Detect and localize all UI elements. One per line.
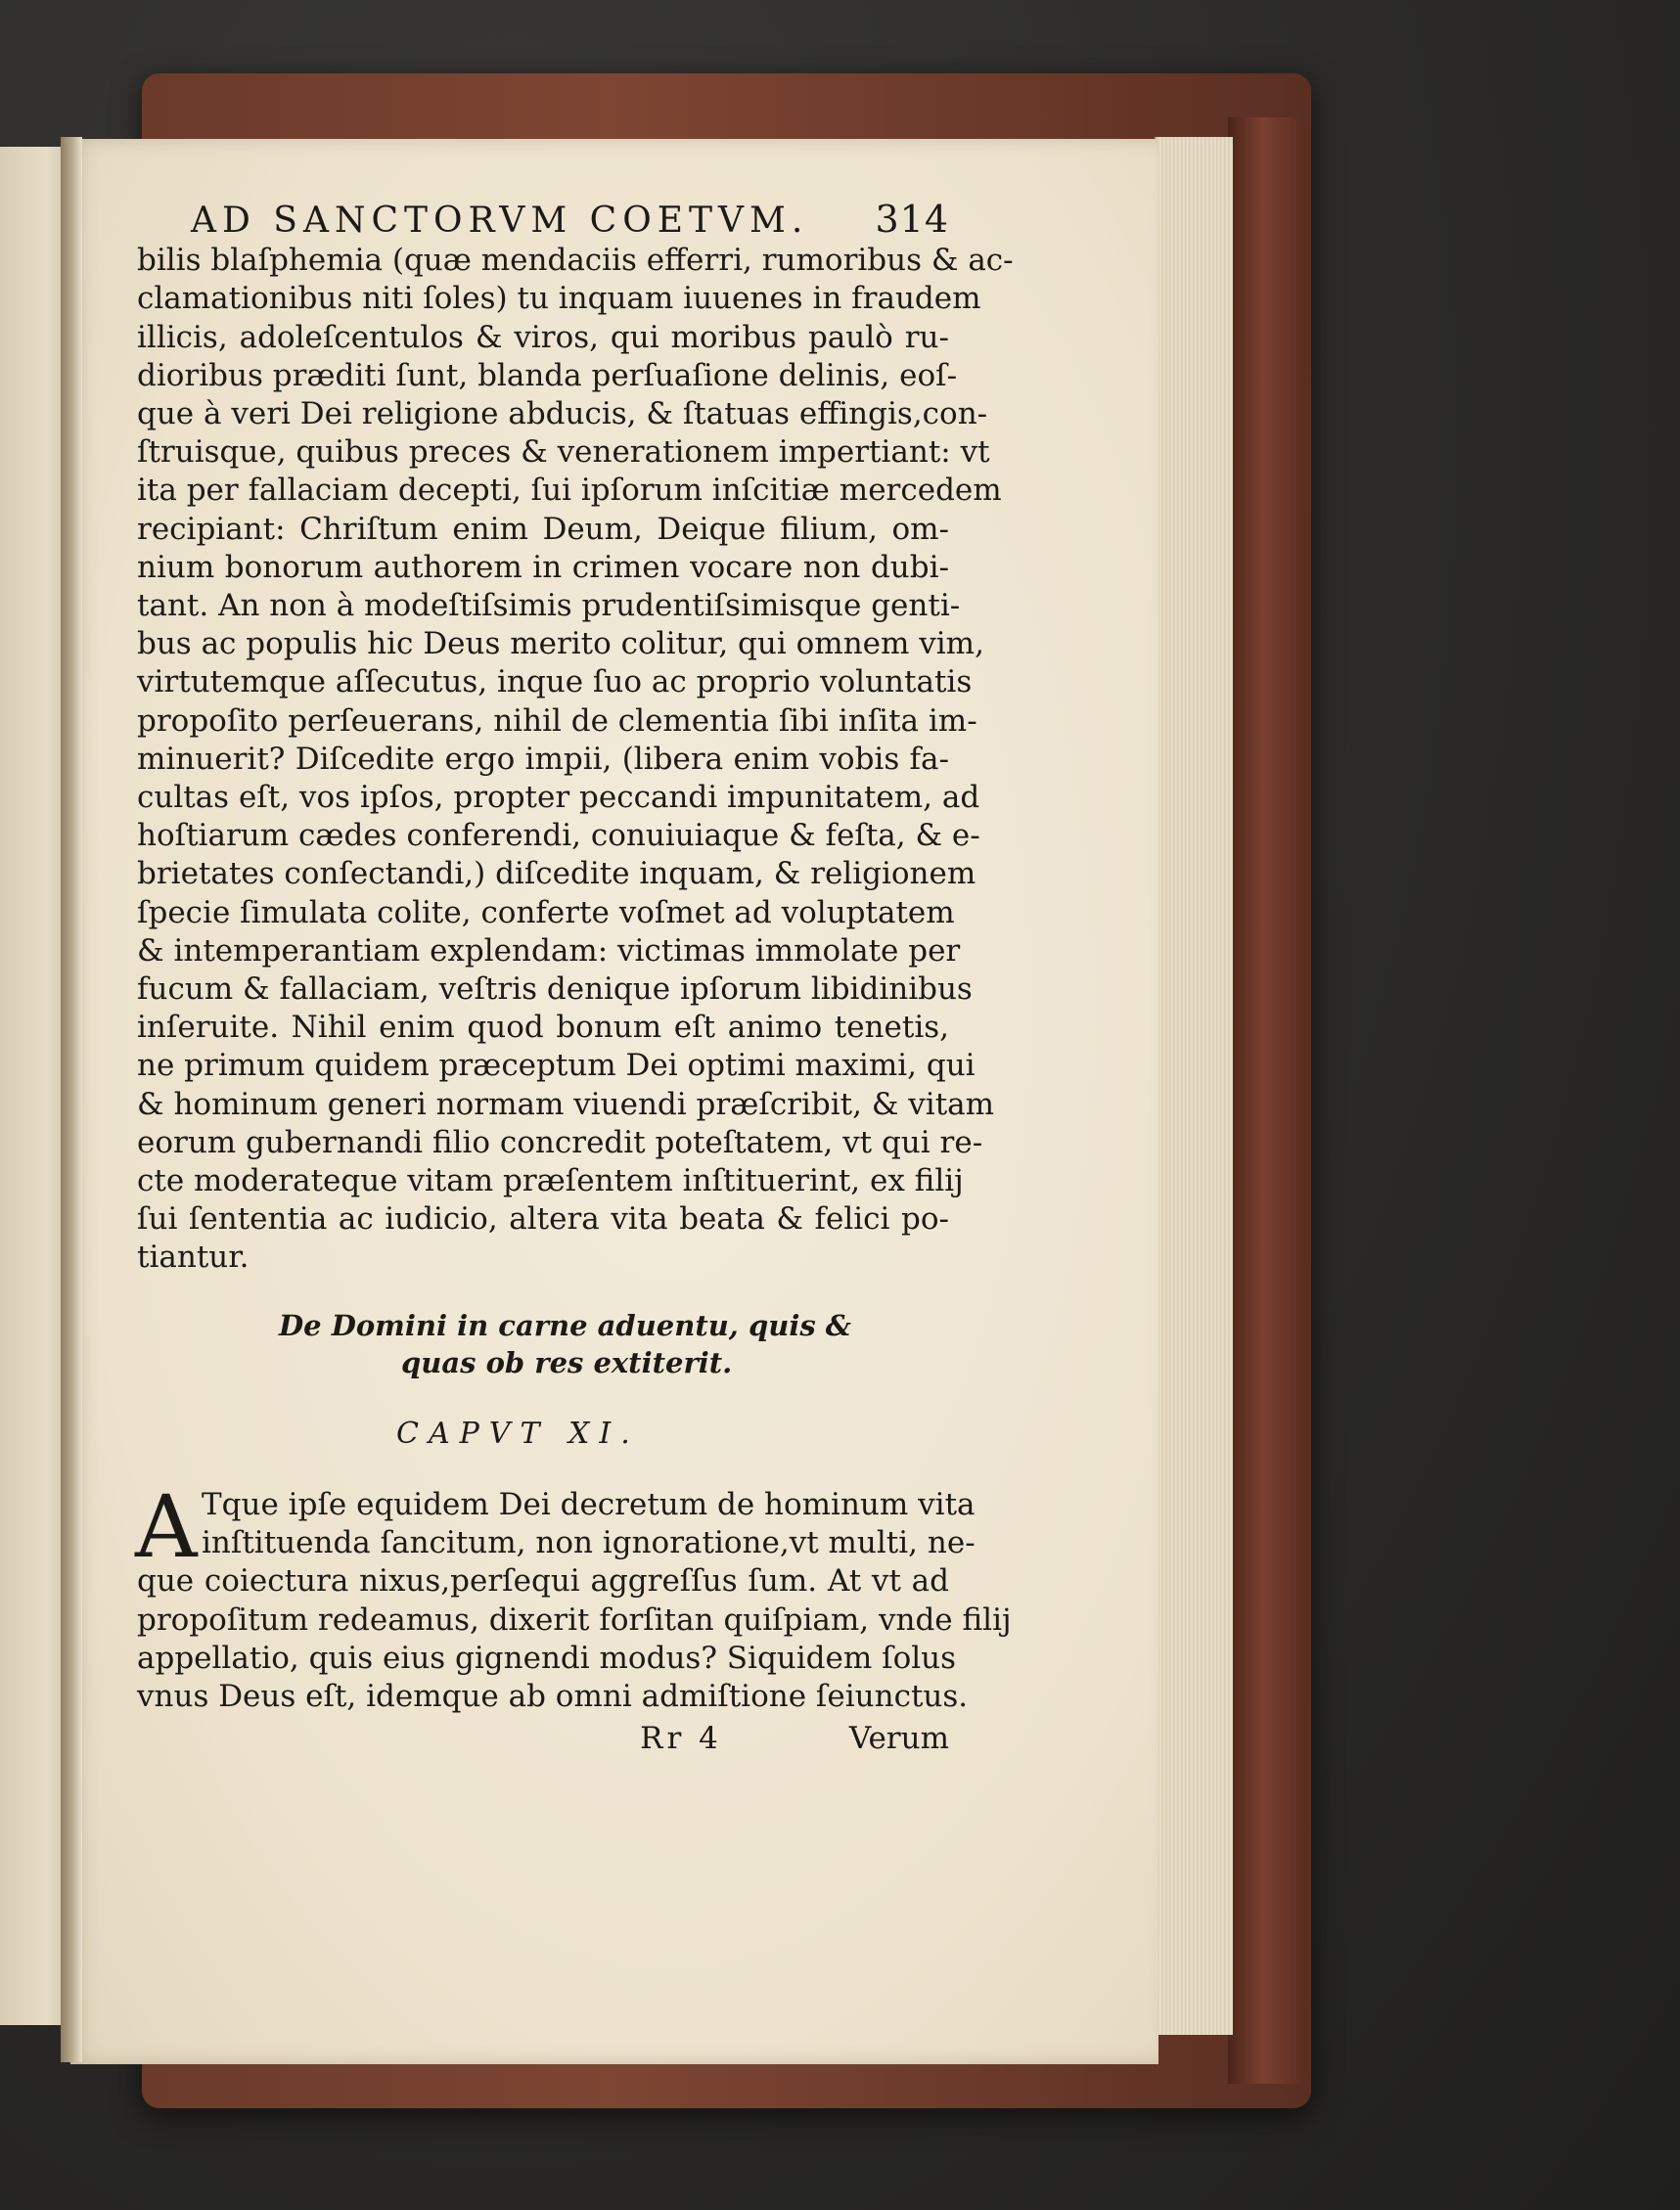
page-text-block: [135, 198, 1014, 1758]
text-line: & intemperantiam explendam: victimas immolate per: [137, 932, 961, 969]
text-line: inſtituenda ſancitum, non ignoratione,vt multi, ne-: [202, 1525, 976, 1561]
section-heading-line: quas ob res extiterit.: [401, 1345, 733, 1379]
text-line: ne primum quidem præceptum Dei optimi maximi, qui: [137, 1048, 976, 1084]
text-line: ſui ſententia ac iudicio, altera vita beata & felici po-: [137, 1201, 949, 1238]
text-line: ſpecie ſimulata colite, conferte voſmet ad voluptatem: [137, 894, 955, 930]
text-line: & hominum generi normam viuendi præſcribit, & vitam: [137, 1086, 995, 1122]
text-line: propoſito perſeuerans, nihil de clementia ſibi inſita im-: [137, 702, 977, 739]
section-heading: [137, 1307, 949, 1381]
book-cover-edge: [1228, 117, 1306, 2084]
page-gutter: [61, 137, 82, 2062]
text-line: dioribus præditi ſunt, blanda perſuaſione delinis, eoſ-: [137, 357, 958, 393]
catchword: Verum: [848, 1721, 949, 1757]
text-line: brietates conſectandi,) diſcedite inquam, & religionem: [137, 856, 976, 892]
text-line: bilis blaſphemia (quæ mendaciis efferri, rumoribus & ac-: [137, 243, 1014, 279]
text-line: fucum & fallaciam, veſtris denique ipſorum libidinibus: [137, 971, 973, 1008]
body-paragraph: [137, 242, 1014, 1277]
text-line: nium bonorum authorem in crimen vocare non dubi-: [137, 549, 949, 585]
signature-mark: Rr 4: [640, 1721, 722, 1757]
chapter-label: CAPVT XI.: [396, 1416, 640, 1451]
page-stack-edge: [1155, 137, 1233, 2035]
running-head-title: AD SANCTORVM COETVM.: [191, 201, 809, 241]
text-line: recipiant: Chriſtum enim Deum, Deique filium, om-: [137, 511, 949, 547]
text-line: tiantur.: [137, 1240, 250, 1276]
text-line: virtutemque aſſecutus, inque ſuo ac proprio voluntatis: [137, 664, 973, 700]
drop-capital: A: [135, 1475, 198, 1577]
text-line: vnus Deus eſt, idemque ab omni admiſtione ſeiunctus.: [137, 1678, 969, 1714]
text-line: Tque ipſe equidem Dei decretum de hominum vita: [202, 1486, 976, 1522]
running-head: [137, 198, 949, 241]
page-number: 314: [875, 198, 949, 241]
text-line: ita per fallaciam decepti, ſui ipſorum inſcitiæ mercedem: [137, 473, 1002, 509]
text-line: hoſtiarum cædes conferendi, conuiuiaque & feſta, & e-: [137, 818, 980, 854]
text-line: cultas eſt, vos ipſos, propter peccandi impunitatem, ad: [137, 780, 980, 816]
text-line: que coiectura nixus,perſequi aggreſſus ſum. At vt ad: [137, 1563, 949, 1600]
page-footer: [137, 1720, 949, 1758]
text-line: clamationibus niti ſoles) tu inquam iuuenes in fraudem: [137, 281, 981, 317]
text-line: cte moderateque vitam præſentem inſtituerint, ex filij: [137, 1163, 964, 1199]
text-line: tant. An non à modeſtiſsimis prudentiſsimisque genti-: [137, 588, 961, 624]
text-line: bus ac populis hic Deus merito colitur, qui omnem vim,: [137, 626, 984, 662]
text-line: illicis, adoleſcentulos & viros, qui moribus paulò ru-: [137, 319, 949, 355]
text-line: appellatio, quis eius gignendi modus? Siquidem ſolus: [137, 1640, 957, 1676]
text-line: inſeruite. Nihil enim quod bonum eſt animo tenetis,: [137, 1010, 949, 1046]
text-line: propoſitum redeamus, dixerit forſitan quiſpiam, vnde filij: [137, 1601, 1012, 1638]
text-line: que à veri Dei religione abducis, & ſtatuas effingis,con-: [137, 396, 988, 432]
section-heading-line: De Domini in carne aduentu, quis &: [279, 1308, 851, 1342]
text-line: eorum gubernandi filio concredit poteſtatem, vt qui re-: [137, 1124, 983, 1160]
text-line: minuerit? Diſcedite ergo impii, (libera enim vobis fa-: [137, 741, 949, 777]
text-line: ſtruisque, quibus preces & venerationem impertiant: vt: [137, 434, 990, 471]
chapter-paragraph: [135, 1475, 1012, 1716]
